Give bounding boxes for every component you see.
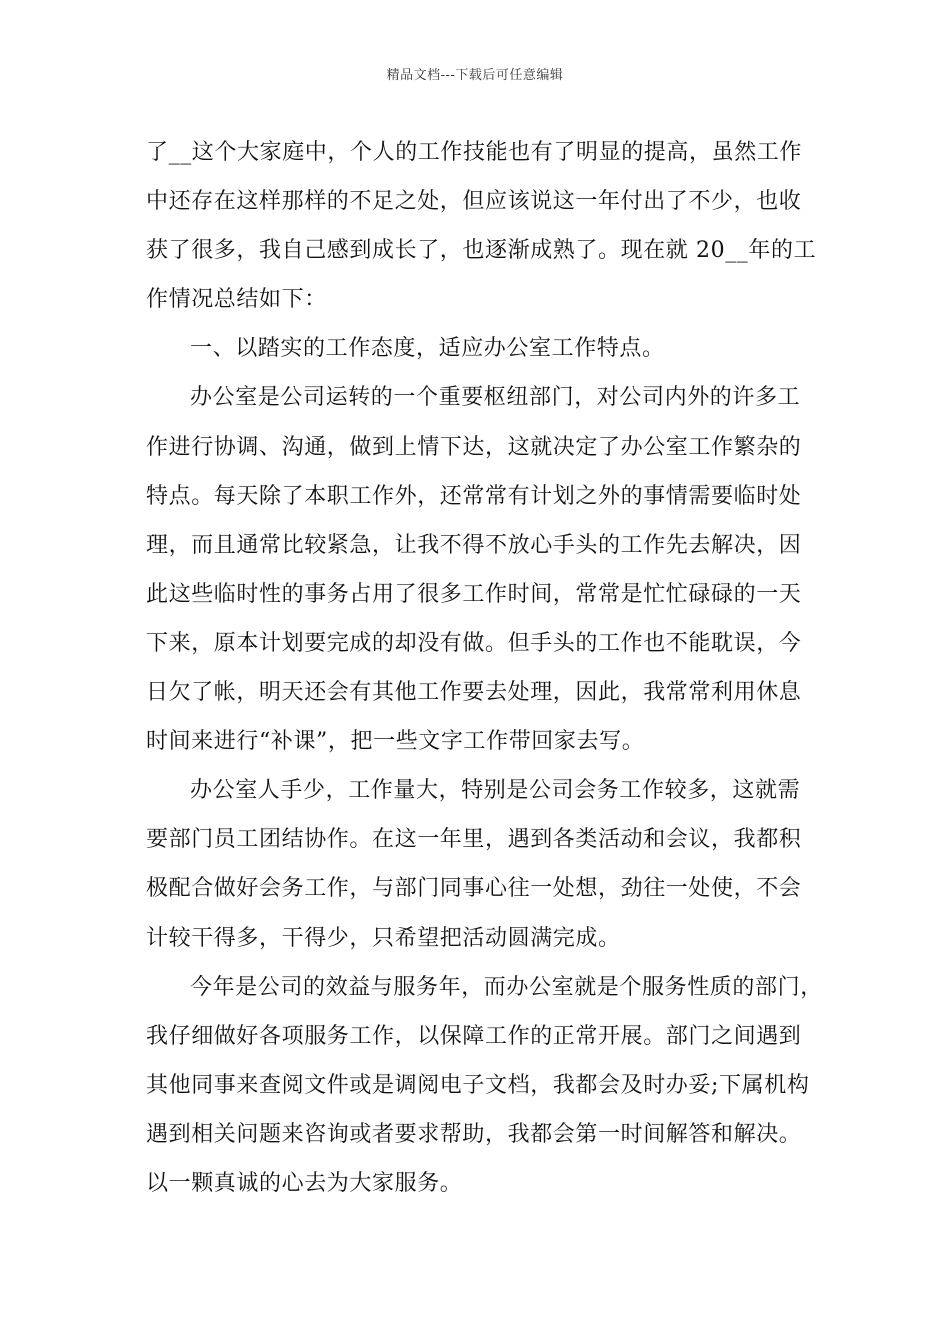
text-line: 我仔细做好各项服务工作，以保障工作的正常开展。部门之间遇到: [146, 1023, 802, 1049]
text-line: 一、以踏实的工作态度，适应办公室工作特点。: [190, 336, 665, 362]
text-line: 此这些临时性的事务占用了很多工作时间，常常是忙忙碌碌的一天: [146, 581, 802, 607]
text-line: 极配合做好会务工作，与部门同事心往一处想，劲往一处使，不会: [146, 876, 802, 902]
paragraph: [146, 766, 810, 962]
text-line: 办公室人手少，工作量大，特别是公司会务工作较多，这就需: [190, 778, 801, 804]
paragraph: [146, 324, 810, 373]
text-line: 作进行协调、沟通，做到上情下达，这就决定了办公室工作繁杂的: [146, 434, 802, 460]
text-line: 特点。每天除了本职工作外，还常常有计划之外的事情需要临时处: [146, 483, 802, 509]
text-line: 其他同事来查阅文件或是调阅电子文档，我都会及时办妥;下属机构: [146, 1072, 810, 1098]
text-line: 办公室是公司运转的一个重要枢纽部门，对公司内外的许多工: [190, 385, 801, 411]
text-line: 遇到相关问题来咨询或者要求帮助，我都会第一时间解答和解决。: [146, 1121, 802, 1147]
paragraph: [146, 373, 810, 766]
text-line: 日欠了帐，明天还会有其他工作要去处理，因此，我常常利用休息: [146, 680, 802, 706]
text-line: 时间来进行“补课”，把一些文字工作带回家去写。: [146, 729, 645, 755]
text-line: 下来，原本计划要完成的却没有做。但手头的工作也不能耽误，今: [146, 630, 802, 656]
text-line: 理，而且通常比较紧急，让我不得不放心手头的工作先去解决，因: [146, 532, 802, 558]
text-line: 了__这个大家庭中，个人的工作技能也有了明显的提高，虽然工作: [146, 140, 803, 165]
text-line: 今年是公司的效益与服务年，而办公室就是个服务性质的部门，: [190, 974, 823, 1000]
document-body: [146, 128, 823, 1208]
text-line: 以一颗真诚的心去为大家服务。: [146, 1170, 463, 1196]
text-line: 获了很多，我自己感到成长了，也逐渐成熟了。现在就 20__年的工: [146, 238, 817, 264]
text-line: 中还存在这样那样的不足之处，但应该说这一年付出了不少，也收: [146, 189, 802, 215]
text-line: 计较干得多，干得少，只希望把活动圆满完成。: [146, 925, 621, 951]
text-line: 作情况总结如下：: [146, 287, 327, 313]
paragraph: [146, 128, 817, 324]
page-header: 精品文档---下载后可任意编辑: [386, 68, 564, 83]
text-line: 要部门员工团结协作。在这一年里，遇到各类活动和会议，我都积: [146, 827, 802, 853]
paragraph: [146, 963, 823, 1208]
